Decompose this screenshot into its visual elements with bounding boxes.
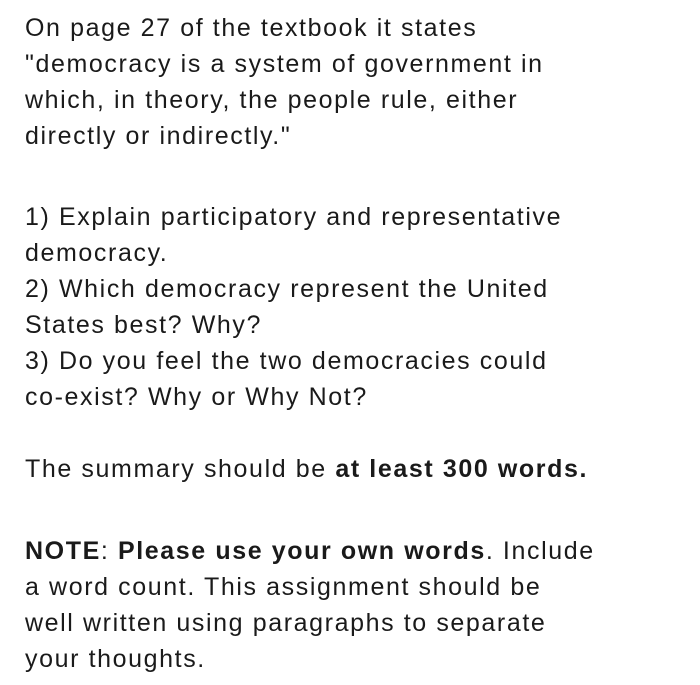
- question-line: States best? Why?: [25, 311, 263, 339]
- summary-word-count: at least 300 words: [335, 455, 580, 483]
- question-line: democracy.: [25, 239, 169, 267]
- assignment-document: [25, 10, 690, 677]
- intro-line: "democracy is a system of government in: [25, 50, 544, 78]
- summary-suffix: .: [579, 455, 589, 483]
- summary-line: [25, 451, 690, 487]
- note-rest: . Include: [485, 537, 595, 565]
- note-line: a word count. This assignment should be: [25, 573, 542, 601]
- note-emphasis: Please use your own words: [117, 537, 486, 565]
- paragraph-spacer: [25, 415, 690, 451]
- summary-prefix: The summary should be: [25, 455, 336, 483]
- note-colon: :: [100, 537, 118, 565]
- intro-line: directly or indirectly.": [25, 122, 292, 150]
- note-line: your thoughts.: [25, 645, 206, 673]
- intro-line: which, in theory, the people rule, either: [25, 86, 519, 114]
- questions-list: [25, 199, 690, 415]
- question-line: 2) Which democracy represent the United: [25, 275, 549, 303]
- intro-paragraph: [25, 10, 690, 154]
- question-line: co-exist? Why or Why Not?: [25, 383, 368, 411]
- note-line: [25, 533, 690, 569]
- note-paragraph: [25, 533, 690, 677]
- question-line: 1) Explain participatory and representative: [25, 203, 563, 231]
- paragraph-spacer: [25, 487, 690, 533]
- paragraph-spacer: [25, 154, 690, 199]
- summary-requirement: [25, 451, 690, 487]
- question-line: 3) Do you feel the two democracies could: [25, 347, 548, 375]
- intro-line: On page 27 of the textbook it states: [25, 14, 478, 42]
- note-label: NOTE: [25, 537, 101, 565]
- note-line: well written using paragraphs to separate: [25, 609, 547, 637]
